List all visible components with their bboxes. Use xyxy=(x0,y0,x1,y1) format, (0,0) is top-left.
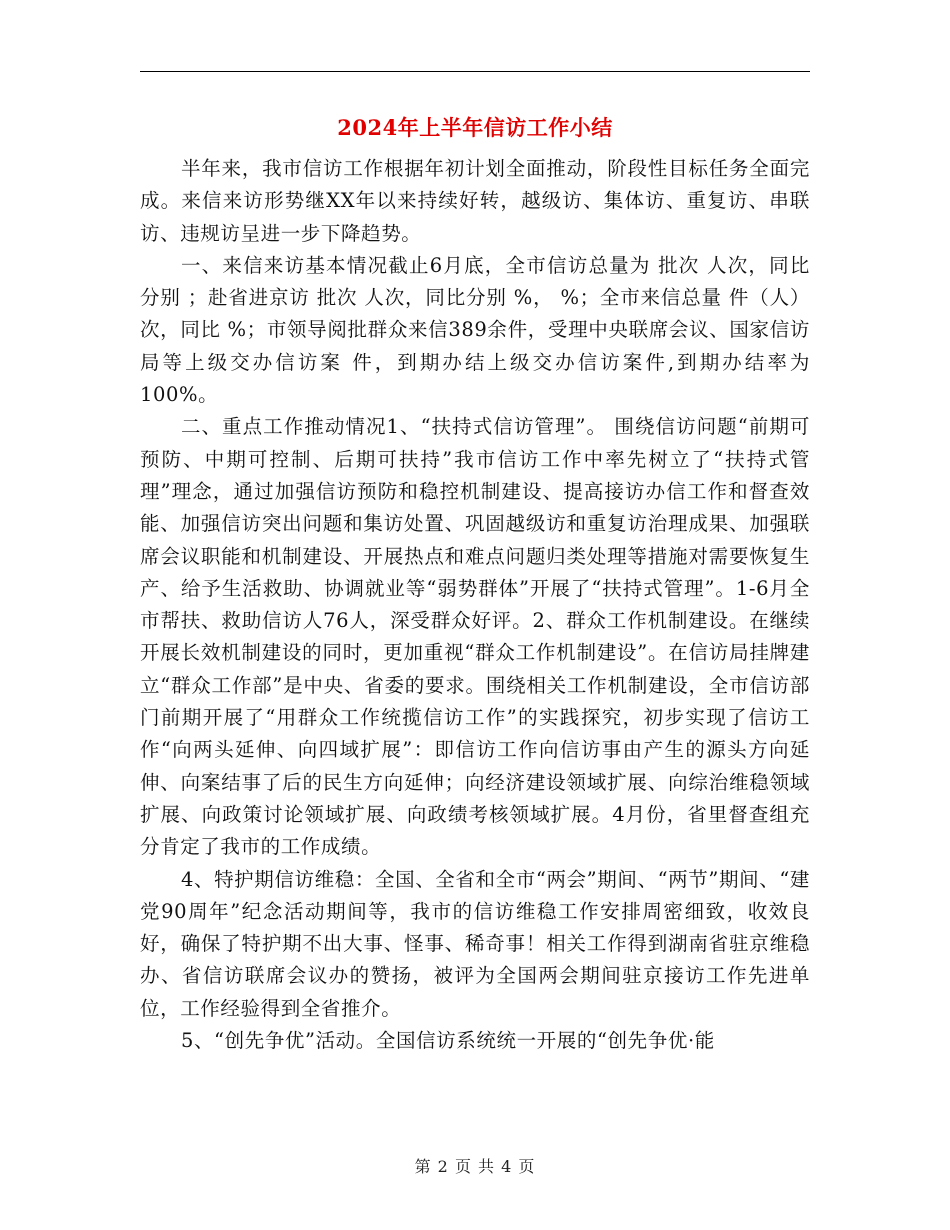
document-body xyxy=(140,153,810,1057)
page-number: 第 2 页 共 4 页 xyxy=(414,1157,536,1176)
paragraph-special-period: 4、特护期信访维稳：全国、全省和全市“两会”期间、“两节”期间、“建党90周年”纪念活动期间等，我市的信访维稳工作安排周密细致，收效良好，确保了特护期不出大事、怪事、稀奇事！相关工作得到湖南省驻京维稳办、省信访联席会议办的赞扬，被评为全国两会期间驻京接访工作先进单位，工作经验得到全省推介。 xyxy=(140,867,810,1020)
paragraph-excellence-campaign: 5、“创先争优”活动。全国信访系统统一开展的“创先争优·能 xyxy=(180,1029,715,1053)
paragraph-key-work: 二、重点工作推动情况1、“扶持式信访管理”。 围绕信访问题“前期可预防、中期可控制、后期可扶持”我市信访工作中率先树立了“扶持式管理”理念，通过加强信访预防和稳控机制建设、提高接访办信工作和督查效能、加强信访突出问题和集访处置、巩固越级访和重复访治理成果、加强联席会议职能和机制建设、开展热点和难点问题归类处理等措施对需要恢复生产、给予生活救助、协调就业等“弱势群体”开展了“扶持式管理”。1-6月全市帮扶、救助信访人76人，深受群众好评。2、群众工作机制建设。在继续开展长效机制建设的同时，更加重视“群众工作机制建设”。在信访局挂牌建立“群众工作部”是中央、省委的要求。围绕相关工作机制建设，全市信访部门前期开展了“用群众工作统揽信访工作”的实践探究，初步实现了信访工作“向两头延伸、向四域扩展”：即信访工作向信访事由产生的源头方向延伸、向案结事了后的民生方向延伸；向经济建设领域扩展、向综治维稳领域扩展、向政策讨论领域扩展、向政绩考核领域扩展。4月份，省里督查组充分肯定了我市的工作成绩。 xyxy=(140,415,810,859)
paragraph-intro: 半年来，我市信访工作根据年初计划全面推动，阶段性目标任务全面完成。来信来访形势继XX年以来持续好转，越级访、集体访、重复访、串联访、违规访呈进一步下降趋势。 xyxy=(140,157,810,245)
document-title: 2024年上半年信访工作小结 xyxy=(337,115,613,140)
header-rule xyxy=(140,71,810,72)
paragraph-basic-situation: 一、来信来访基本情况截止6月底，全市信访总量为 批次 人次，同比分别 ；赴省进京访 批次 人次，同比分别 %， %；全市来信总量 件（人）次，同比 %；市领导阅批群众来信389余件，受理中央联席会议、国家信访局等上级交办信访案 件，到期办结上级交办信访案件,到期办结率为100%。 xyxy=(140,253,810,407)
